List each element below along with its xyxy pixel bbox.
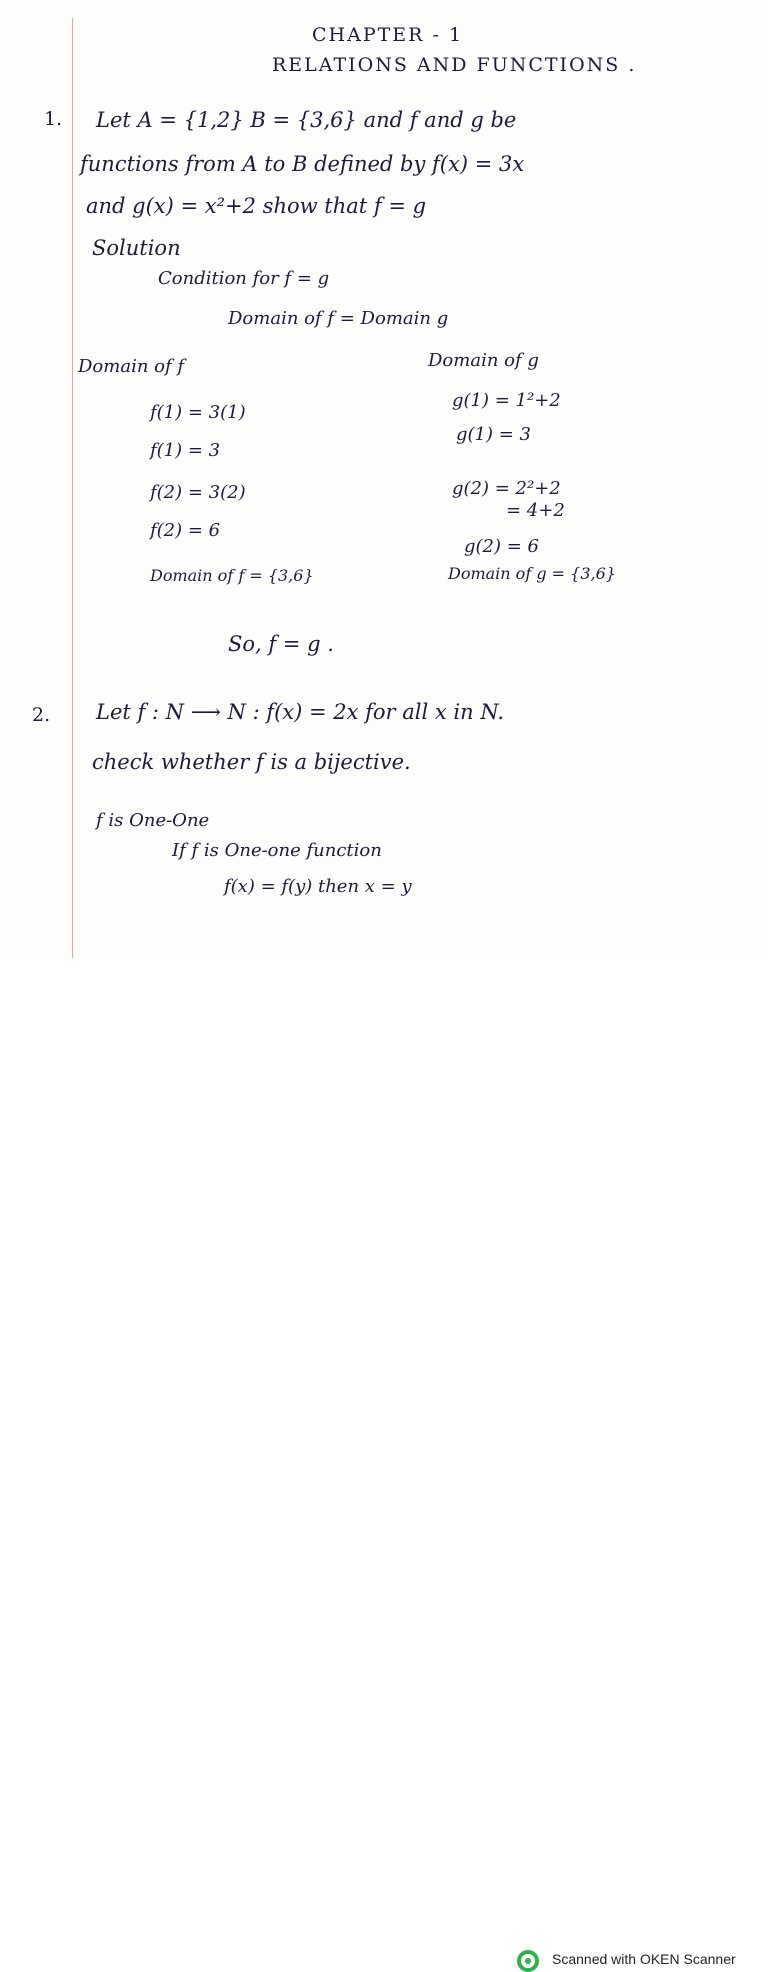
chapter-title: RELATIONS AND FUNCTIONS . [272,54,637,76]
scanner-footer [0,960,768,1967]
condition-text: Condition for f = g [158,268,330,289]
step-text: If f is One-one function [172,840,382,861]
right-domain-result: Domain of g = {3,6} [448,564,616,583]
right-step: g(1) = 1²+2 [452,390,561,411]
scanner-watermark-text: Scanned with OKEN Scanner [552,1951,736,1967]
left-step: f(2) = 6 [150,520,221,541]
left-step: f(1) = 3(1) [150,402,246,423]
question-text-line: Let f : N ⟶ N : f(x) = 2x for all x in N. [96,700,505,724]
chapter-heading: CHAPTER - 1 [312,24,464,46]
question-text-line: functions from A to B defined by f(x) = 3x [80,152,525,176]
question-text-line: Let A = {1,2} B = {3,6} and f and g be [96,108,517,132]
left-column-heading: Domain of f [78,356,185,377]
question-text-line: check whether f is a bijective. [92,750,411,774]
conclusion-text: So, f = g . [228,632,334,656]
scanned-page [0,0,768,960]
sub-heading: f is One-One [96,810,210,831]
right-step: g(2) = 2²+2 [452,478,561,499]
right-step: g(2) = 6 [464,536,539,557]
solution-label: Solution [92,236,181,260]
question-number: 2. [32,704,51,726]
left-domain-result: Domain of f = {3,6} [150,566,314,585]
step-text: f(x) = f(y) then x = y [224,876,412,897]
right-step: = 4+2 [506,500,565,521]
margin-line [72,18,73,958]
right-step: g(1) = 3 [456,424,531,445]
question-text-line: and g(x) = x²+2 show that f = g [86,194,427,218]
left-step: f(1) = 3 [150,440,221,461]
right-column-heading: Domain of g [428,350,539,371]
scanner-logo-icon [517,1950,539,1972]
question-number: 1. [44,108,63,130]
domain-equation: Domain of f = Domain g [228,308,449,329]
left-step: f(2) = 3(2) [150,482,246,503]
